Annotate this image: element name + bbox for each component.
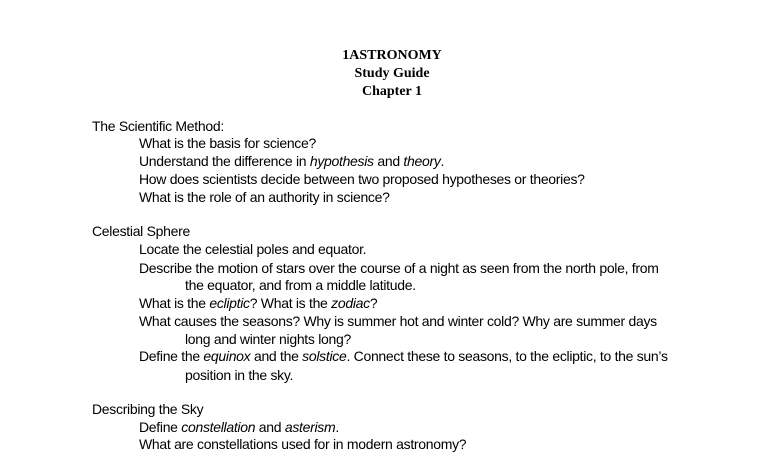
document-title: 1ASTRONOMY [342,48,442,63]
chapter-label: Chapter 1 [361,84,423,99]
list-item: How does scientists decide between two proposed hypotheses or theories? [139,171,585,187]
list-item: What are constellations used for in modern astronomy? [139,436,467,452]
list-item: What is the basis for science? [139,135,316,151]
list-item: Define the equinox and the solstice. Connect these to seasons, to the ecliptic, to the sun’s [139,348,668,364]
document-subtitle: Study Guide [354,66,430,81]
section-heading: The Scientific Method: [92,118,224,134]
list-item-continuation: position in the sky. [185,367,294,383]
list-item: What causes the seasons? Why is summer hot and winter cold? Why are summer days [139,313,657,329]
list-item: Locate the celestial poles and equator. [139,241,367,257]
section-heading: Celestial Sphere [92,223,190,239]
list-item: Define constellation and asterism. [139,419,339,435]
list-item: What is the role of an authority in science? [139,189,390,205]
list-item-continuation: long and winter nights long? [185,331,351,347]
list-item: Understand the difference in hypothesis and theory. [139,153,445,169]
section-heading: Describing the Sky [92,401,204,417]
list-item: Describe the motion of stars over the course of a night as seen from the north pole, from [139,260,659,276]
list-item-continuation: the equator, and from a middle latitude. [185,277,416,293]
list-item: What is the ecliptic? What is the zodiac? [139,295,378,311]
